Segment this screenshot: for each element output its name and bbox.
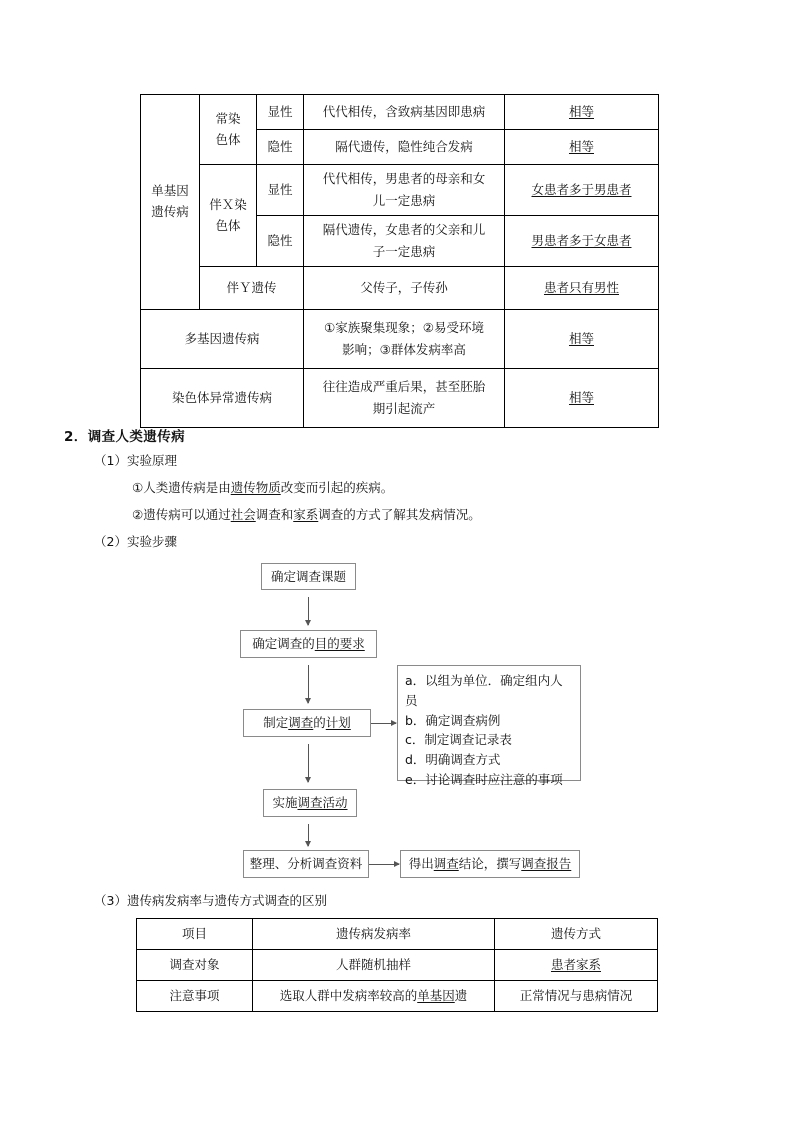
flow-box-2-pre: 确定调查的: [252, 636, 315, 652]
cell-feature-dominant-x: [304, 165, 505, 216]
flow-box-3-mid: 的: [313, 715, 326, 731]
mode-text: 患者家系: [550, 956, 601, 972]
table-row: [141, 165, 659, 216]
ratio-text: 相等: [568, 330, 594, 346]
flow-box-6-underline-1: 调查: [433, 856, 459, 872]
label-x-linked-1: 伴Ｘ染: [209, 196, 247, 212]
flow-arrow-2: [308, 665, 309, 703]
table-row: [137, 950, 658, 981]
cell-ratio-y: [505, 267, 659, 310]
label-x-linked-2: 色体: [215, 217, 241, 233]
header-item: 项目: [137, 919, 253, 950]
flow-arrow-to-details: [371, 723, 396, 724]
principle-item-2-underline-1: 社会: [230, 507, 256, 522]
flow-box-define-topic: 确定调查课题: [261, 563, 356, 590]
ratio-text: 男患者多于女患者: [531, 232, 632, 248]
ratio-text: 相等: [568, 103, 594, 119]
cell-ratio-polygenic: [505, 310, 659, 369]
cell-single-gene: [141, 95, 200, 310]
principle-item-2-underline-2: 家系: [293, 507, 319, 522]
cell-survey-object-label: 调查对象: [137, 950, 253, 981]
cell-x-linked: [200, 165, 257, 267]
cell-feature-recessive-auto: 隔代遗传，隐性纯合发病: [304, 130, 505, 165]
flow-arrow-4: [308, 824, 309, 846]
cell-feature-recessive-x: [304, 216, 505, 267]
feature-line-2: 儿一定患病: [372, 193, 436, 208]
cell-notes-mode: 正常情况与患病情况: [495, 981, 658, 1012]
subsection-difference-label: （3）遗传病发病率与遗传方式调查的区别: [94, 893, 327, 908]
table-survey-difference: [136, 918, 658, 1012]
ratio-text: 相等: [568, 138, 594, 154]
principle-item-2: [132, 505, 481, 523]
notes-incidence-underline: 单基因: [417, 987, 455, 1003]
cell-trait-recessive-x: 隐性: [257, 216, 304, 267]
plan-detail-item: e．讨论调查时应注意的事项: [405, 771, 563, 787]
cell-ratio-chromosomal: [505, 369, 659, 428]
cell-trait-recessive-auto: 隐性: [257, 130, 304, 165]
notes-incidence-post: 遗: [454, 987, 468, 1003]
table-row: [141, 95, 659, 130]
cell-notes-incidence: [253, 981, 495, 1012]
cell-ratio-recessive-auto: [505, 130, 659, 165]
table-disease-types: [140, 94, 659, 428]
table-row: [141, 310, 659, 369]
flow-arrow-3: [308, 744, 309, 782]
flow-box-6-mid: 结论，撰写: [458, 856, 522, 872]
principle-item-1-underline: 遗传物质: [230, 480, 281, 495]
flow-box-4-pre: 实施: [272, 795, 298, 811]
cell-survey-object-incidence: 人群随机抽样: [253, 950, 495, 981]
label-autosome-2: 色体: [215, 131, 241, 147]
feature-line-2: 子一定患病: [372, 244, 436, 259]
flow-arrow-1: [308, 597, 309, 625]
principle-item-1: [132, 478, 393, 496]
cell-polygenic: 多基因遗传病: [141, 310, 304, 369]
feature-line-1: ①家族聚集现象；②易受环境: [324, 320, 484, 336]
notes-incidence-pre: 选取人群中发病率较高的: [279, 987, 418, 1003]
flow-box-6-pre: 得出: [408, 856, 434, 872]
cell-trait-dominant-x: 显性: [257, 165, 304, 216]
label-autosome-1: 常染: [215, 110, 241, 126]
ratio-text: 患者只有男性: [543, 279, 619, 295]
principle-item-2-post: 调查的方式了解其发病情况。: [318, 507, 481, 522]
flow-box-6-underline-2: 调查报告: [521, 856, 572, 872]
ratio-text: 相等: [568, 389, 594, 405]
cell-notes-label: 注意事项: [137, 981, 253, 1012]
flow-box-conclusion-report: [400, 850, 580, 878]
header-mode: 遗传方式: [495, 919, 658, 950]
flow-box-plan-details: [397, 665, 581, 787]
flow-box-3-underline-1: 调查: [288, 715, 314, 731]
flow-arrow-to-conclusion: [369, 864, 399, 865]
feature-line-1: 往往造成严重后果，甚至胚胎: [322, 379, 486, 395]
feature-line-1: 隔代遗传，女患者的父亲和儿: [322, 222, 486, 238]
label-single-gene-1: 单基因: [151, 183, 189, 199]
table-row: [141, 369, 659, 428]
cell-ratio-dominant-auto: [505, 95, 659, 130]
cell-feature-chromosomal: [304, 369, 505, 428]
principle-item-1-pre: ①人类遗传病是由: [132, 480, 231, 495]
table-row: [137, 981, 658, 1012]
cell-feature-y: 父传子，子传孙: [304, 267, 505, 310]
flow-box-3-pre: 制定: [263, 715, 289, 731]
cell-autosome: [200, 95, 257, 165]
principle-item-2-pre: ②遗传病可以通过: [132, 507, 231, 522]
cell-y-linked: 伴Ｙ遗传: [200, 267, 304, 310]
flow-box-define-objectives: [240, 630, 377, 658]
feature-line-2: 期引起流产: [372, 401, 436, 416]
page-section-heading: 2．调查人类遗传病: [64, 429, 185, 445]
subsection-steps-label: （2）实验步骤: [94, 534, 177, 549]
feature-line-1: 代代相传，男患者的母亲和女: [322, 171, 486, 187]
cell-chromosomal: 染色体异常遗传病: [141, 369, 304, 428]
subsection-principle-label: （1）实验原理: [94, 453, 177, 468]
principle-item-1-post: 改变而引起的疾病。: [280, 480, 394, 495]
label-single-gene-2: 遗传病: [151, 204, 189, 219]
cell-ratio-recessive-x: [505, 216, 659, 267]
feature-line-2: 影响；③群体发病率高: [342, 342, 466, 357]
plan-detail-item: d．明确调查方式: [405, 752, 501, 767]
plan-detail-item: a．以组为单位．确定组内人员: [405, 673, 563, 708]
cell-survey-object-mode: [495, 950, 658, 981]
cell-feature-polygenic: [304, 310, 505, 369]
cell-feature-dominant-auto: 代代相传，含致病基因即患病: [304, 95, 505, 130]
plan-detail-item: c．制定调查记录表: [405, 732, 512, 748]
table-header-row: [137, 919, 658, 950]
flow-box-organize-analyze: 整理、分析调查资料: [243, 850, 369, 878]
flow-box-4-underline: 调查活动: [297, 795, 348, 811]
flow-box-conduct-survey: [263, 789, 357, 817]
cell-ratio-dominant-x: [505, 165, 659, 216]
header-incidence: 遗传病发病率: [253, 919, 495, 950]
flow-box-make-plan: [243, 709, 371, 737]
principle-item-2-mid: 调查和: [255, 507, 294, 522]
flow-box-2-underline: 目的要求: [314, 636, 365, 652]
table-row: [141, 267, 659, 310]
ratio-text: 女患者多于男患者: [531, 181, 632, 197]
flow-box-3-underline-2: 计划: [325, 715, 351, 731]
plan-detail-item: b．确定调查病例: [405, 712, 501, 728]
cell-trait-dominant-auto: 显性: [257, 95, 304, 130]
